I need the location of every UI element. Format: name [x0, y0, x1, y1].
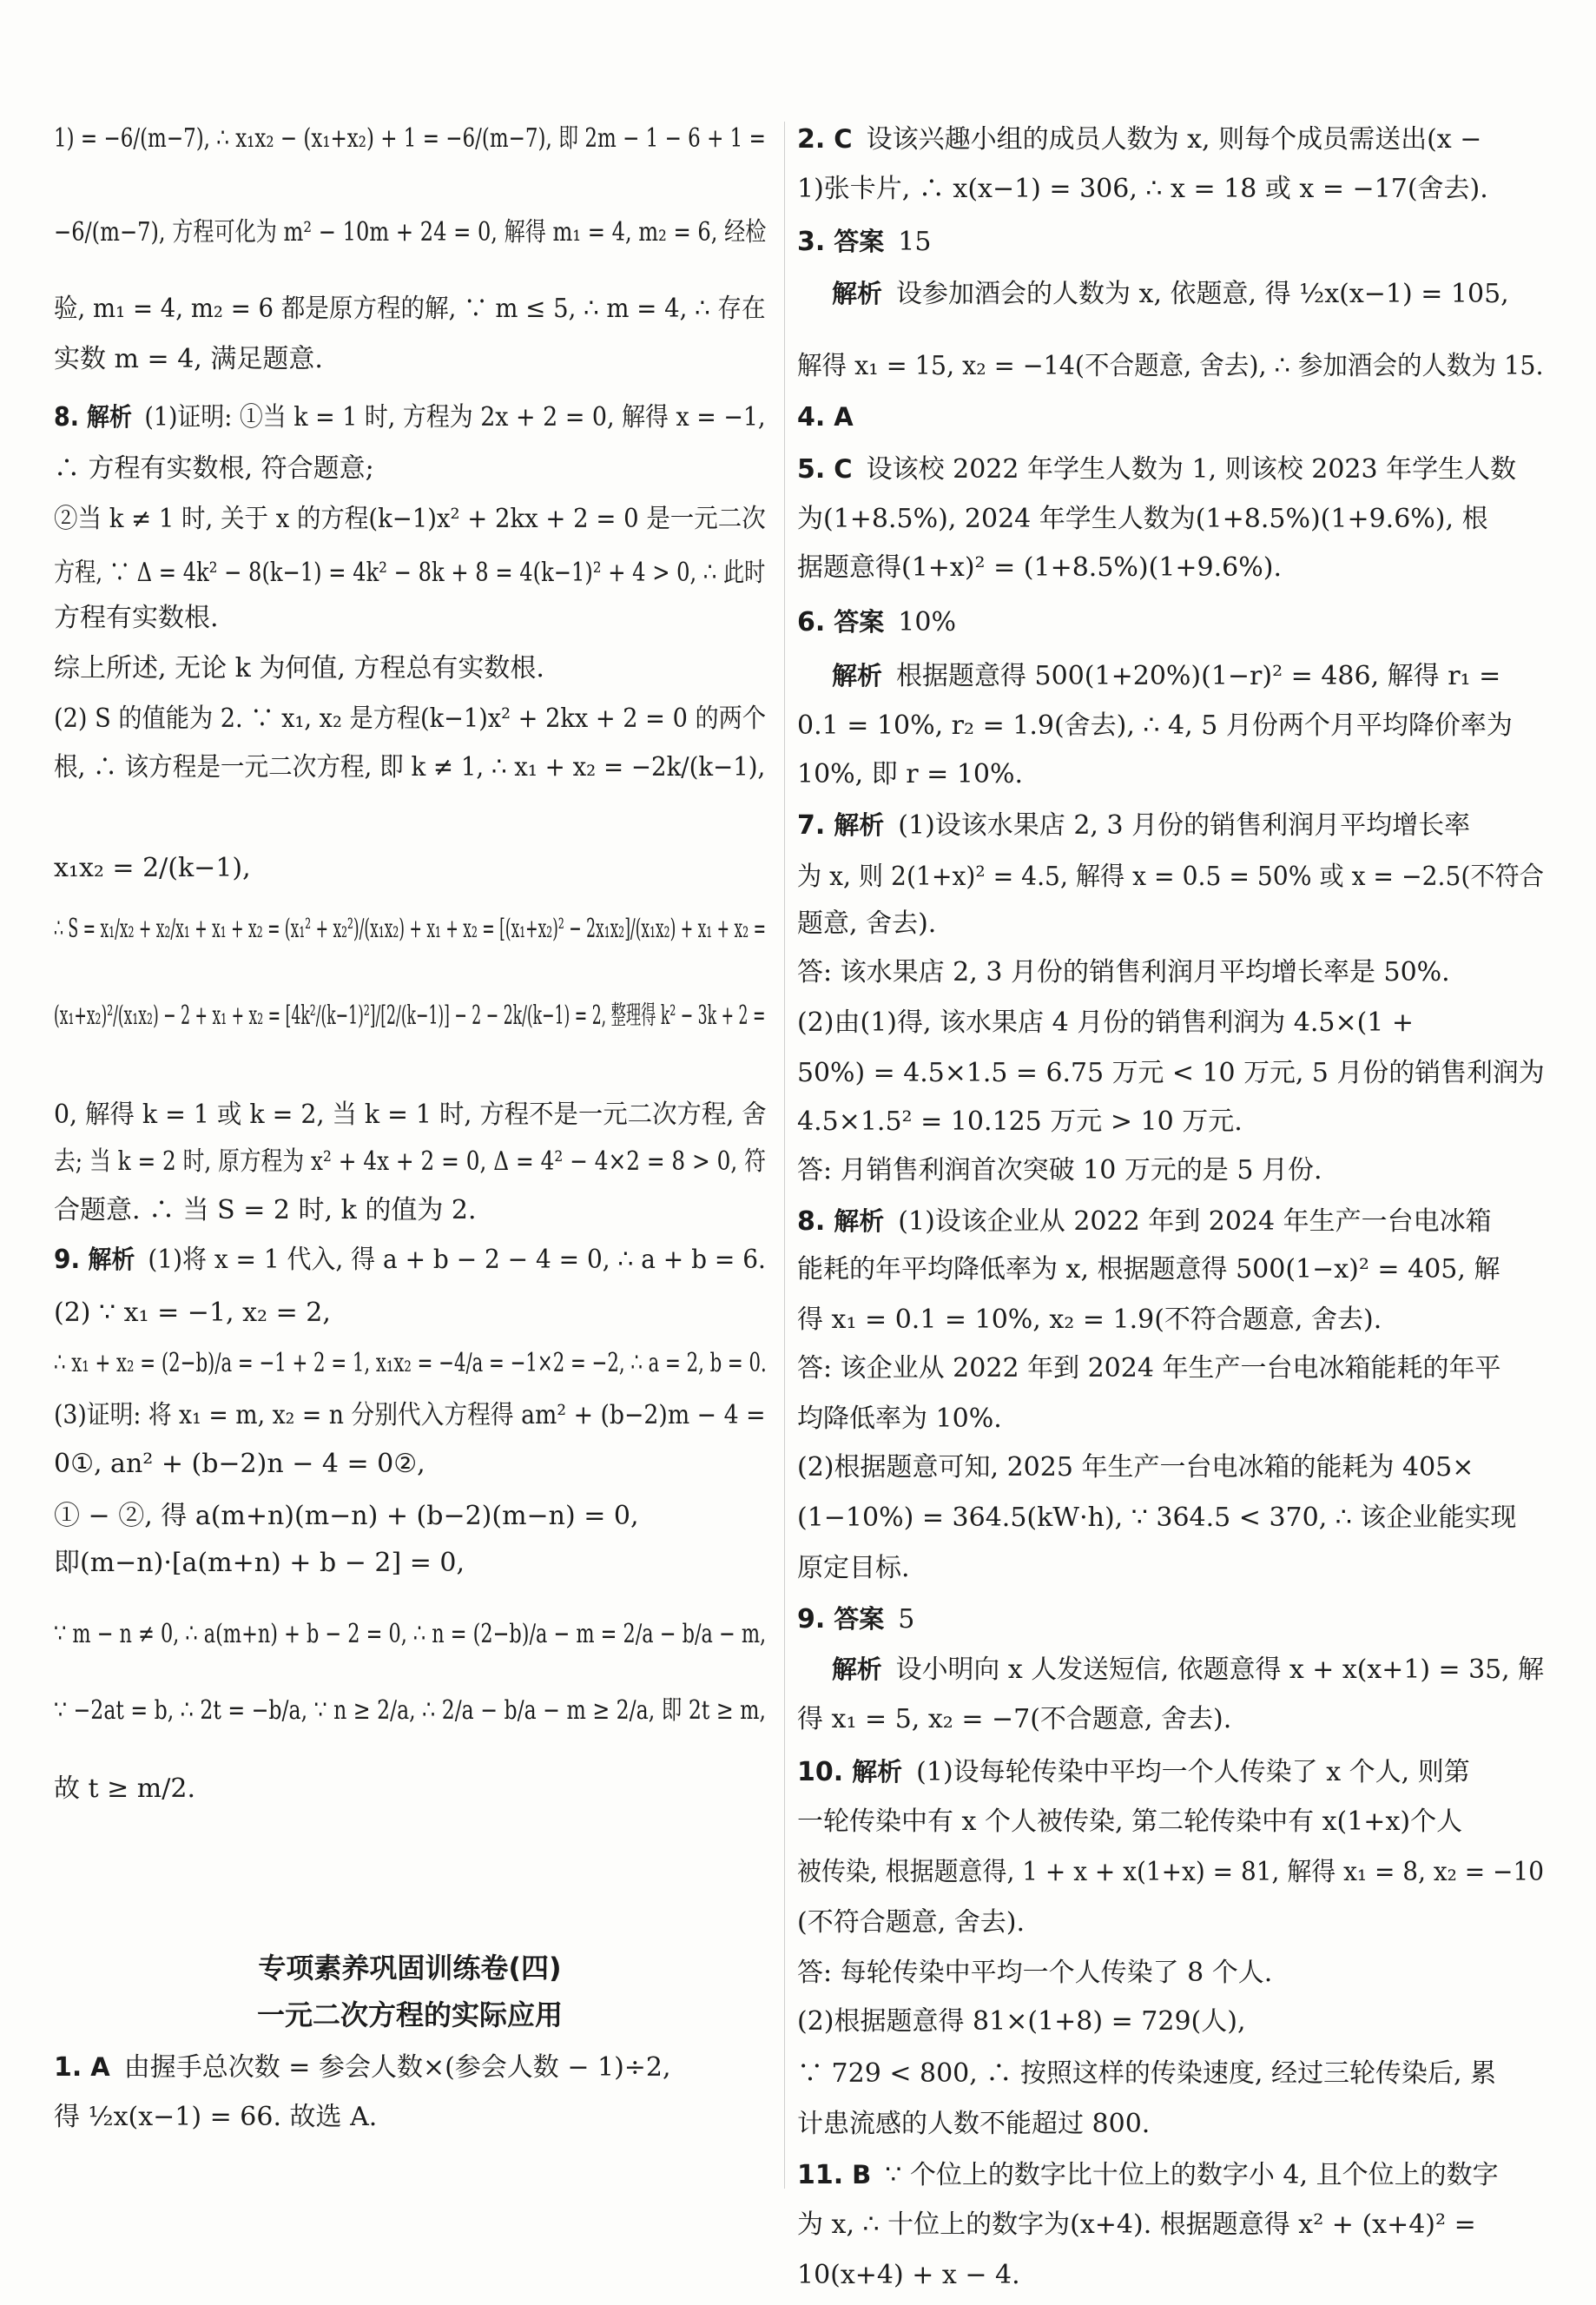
- text-line: [54, 1617, 766, 1652]
- text-line: [54, 1193, 476, 1228]
- line-text: (1)设该企业从 2022 年到 2024 年生产一台电冰箱: [898, 1206, 1492, 1237]
- line-text: 被传染, 根据题意得, 1 + x + x(1+x) = 81, 解得 x₁ = 8, x₂ = −10: [797, 1857, 1545, 1887]
- line-text: 方程, ∵ Δ = 4k² − 8(k−1) = 4k² − 8k + 8 = 4(k−1)² + 4 > 0, ∴ 此时: [54, 558, 766, 588]
- line-text: 实数 m = 4, 满足题意.: [54, 344, 323, 374]
- text-line: [797, 757, 1023, 792]
- text-line: [54, 1546, 465, 1581]
- text-line: [797, 1855, 1544, 1890]
- answer-keyword: A: [90, 2052, 110, 2082]
- text-line: [797, 349, 1544, 384]
- text-line: [797, 1501, 1516, 1536]
- line-text: 设该兴趣小组的成员人数为 x, 则每个成员需送出(x −: [866, 124, 1482, 155]
- text-line: [54, 1346, 767, 1381]
- text-line: [797, 122, 1481, 157]
- question-number: 11.: [797, 2160, 844, 2190]
- text-line: [797, 276, 1509, 312]
- answer-keyword: 解析: [834, 1206, 885, 1236]
- text-line: [54, 1499, 639, 1534]
- text-line: [54, 342, 323, 377]
- text-line: [54, 1398, 765, 1433]
- line-text: ① − ②, 得 a(m+n)(m−n) + (b−2)(m−n) = 0,: [54, 1501, 639, 1531]
- line-text: 为(1+8.5%), 2024 年学生人数为(1+8.5%)(1+9.6%), 根: [797, 504, 1488, 534]
- line-text: 答: 该水果店 2, 3 月份的销售利润月平均增长率是 50%.: [797, 957, 1450, 987]
- text-line: [797, 2057, 1496, 2091]
- line-text: 0①, an² + (b−2)n − 4 = 0②,: [54, 1449, 425, 1479]
- line-text: 综上所述, 无论 k 为何值, 方程总有实数根.: [54, 653, 544, 684]
- section-title: 专项素养巩固训练卷(四): [258, 1952, 562, 1985]
- question-number: 8.: [797, 1206, 826, 1237]
- text-line: [797, 1956, 1272, 1991]
- text-line: [797, 1754, 1470, 1790]
- text-line: [797, 1702, 1231, 1737]
- line-text: 方程有实数根.: [54, 603, 219, 633]
- line-text: 均降低率为 10%.: [797, 1403, 1002, 1434]
- text-line: [797, 1450, 1474, 1485]
- line-text: 由握手总次数 = 参会人数×(参会人数 − 1)÷2,: [123, 2052, 671, 2083]
- line-text: 10(x+4) + x − 4.: [797, 2260, 1020, 2290]
- text-line: [797, 1303, 1382, 1337]
- answer-keyword: C: [834, 454, 853, 484]
- line-text: 答: 每轮传染中平均一个人传染了 8 个人.: [797, 1958, 1273, 1988]
- answer-keyword: 答案: [834, 607, 885, 637]
- line-text: 10%, 即 r = 10%.: [797, 759, 1024, 789]
- question-number: 9.: [797, 1604, 826, 1635]
- answer-keyword: 解析: [88, 1245, 135, 1274]
- text-line: [797, 1056, 1545, 1091]
- question-number: 2.: [797, 124, 826, 155]
- line-text: 0, 解得 k = 1 或 k = 2, 当 k = 1 时, 方程不是一元二次方程, 舍: [54, 1100, 767, 1130]
- line-text: (1)证明: ①当 k = 1 时, 方程为 2x + 2 = 0, 解得 x = −1,: [144, 402, 766, 433]
- question-number: 7.: [797, 810, 826, 841]
- column-divider: [784, 122, 785, 2189]
- answer-keyword: 解析: [852, 1757, 903, 1787]
- line-text: 根据题意得 500(1+20%)(1−r)² = 486, 解得 r₁ =: [896, 661, 1501, 691]
- text-line: [797, 2258, 1020, 2293]
- line-text: (2) S 的值能为 2. ∵ x₁, x₂ 是方程(k−1)x² + 2kx + 2 = 0 的两个: [54, 703, 767, 734]
- line-text: 即(m−n)·[a(m+n) + b − 2] = 0,: [54, 1548, 465, 1578]
- question-number: 4.: [797, 402, 826, 433]
- text-line: [54, 452, 374, 486]
- line-text: (不符合题意, 舍去).: [797, 1907, 1026, 1938]
- text-line: [54, 601, 219, 636]
- answer-keyword: 答案: [834, 227, 885, 256]
- line-text: (2)由(1)得, 该水果店 4 月份的销售利润为 4.5×(1 +: [797, 1007, 1415, 1038]
- text-line: [797, 2004, 1245, 2039]
- text-line: [54, 1242, 766, 1278]
- text-line: [54, 556, 765, 591]
- line-text: 答: 该企业从 2022 年到 2024 年生产一台电冰箱能耗的年平: [797, 1353, 1501, 1384]
- line-text: ∴ 方程有实数根, 符合题意;: [54, 453, 374, 484]
- line-text: 15: [898, 227, 932, 257]
- text-line: [797, 224, 931, 260]
- line-text: 设该校 2022 年学生人数为 1, 则该校 2023 年学生人数: [866, 454, 1517, 485]
- text-line: [797, 172, 1488, 207]
- line-text: 据题意得(1+x)² = (1+8.5%)(1+9.6%).: [797, 552, 1283, 583]
- question-number: 10.: [797, 1757, 844, 1787]
- text-line: [797, 1105, 1243, 1139]
- line-text: 题意, 舍去).: [797, 908, 937, 939]
- line-text: x₁x₂ = 2/(k−1),: [54, 853, 251, 883]
- text-line: [54, 292, 766, 327]
- text-line: [797, 604, 956, 640]
- text-line: [797, 2157, 1499, 2193]
- line-text: (1)将 x = 1 代入, 得 a + b − 2 − 4 = 0, ∴ a + b = 6.: [148, 1245, 766, 1275]
- text-line: [54, 702, 766, 736]
- text-line: [797, 808, 1470, 843]
- text-line: [797, 551, 1282, 585]
- line-text: 解得 x₁ = 15, x₂ = −14(不合题意, 舍去), ∴ 参加酒会的人数为 15.: [797, 351, 1544, 381]
- line-text: 设小明向 x 人发送短信, 依题意得 x + x(x+1) = 35, 解: [895, 1654, 1545, 1685]
- section-subtitle: 一元二次方程的实际应用: [256, 1998, 563, 2031]
- line-text: ∵ 个位上的数字比十位上的数字小 4, 且个位上的数字: [885, 2160, 1499, 2190]
- text-line: [797, 2107, 1150, 2142]
- line-text: ∴ S = x₁/x₂ + x₂/x₁ + x₁ + x₂ = (x₁² + x₂²)/(x₁x₂) + x₁ + x₂ = [(x₁+x₂)² − 2x₁x₂]/(x₁x₂) + x₁ + x₂ =: [54, 914, 766, 944]
- text-line: [797, 1252, 1500, 1287]
- question-number: 6.: [797, 607, 826, 637]
- text-line: [54, 502, 766, 537]
- line-text: 5: [898, 1604, 915, 1635]
- text-line: [54, 1694, 766, 1728]
- text-line: [797, 1006, 1414, 1040]
- line-text: 得 ½x(x−1) = 66. 故选 A.: [54, 2102, 378, 2132]
- line-text: (3)证明: 将 x₁ = m, x₂ = n 分别代入方程得 am² + (b−2)m − 4 =: [54, 1400, 766, 1430]
- line-text: (1)设该水果店 2, 3 月份的销售利润月平均增长率: [898, 810, 1471, 841]
- line-text: ②当 k ≠ 1 时, 关于 x 的方程(k−1)x² + 2kx + 2 = 0 是一元二次: [54, 504, 766, 534]
- line-text: 能耗的年平均降低率为 x, 根据题意得 500(1−x)² = 405, 解: [797, 1254, 1500, 1285]
- text-line: [797, 709, 1513, 743]
- line-text: (x₁+x₂)²/(x₁x₂) − 2 + x₁ + x₂ = [4k²/(k−1)²]/[2/(k−1)] − 2 − 2k/(k−1) = 2, 整理得 k² − 3k + 2 =: [54, 1001, 766, 1031]
- text-line: [797, 1402, 1002, 1436]
- question-number: 9.: [54, 1245, 81, 1275]
- line-text: 1)张卡片, ∴ x(x−1) = 306, ∴ x = 18 或 x = −17(舍去).: [797, 174, 1488, 204]
- text-line: [797, 1551, 910, 1586]
- line-text: 设参加酒会的人数为 x, 依题意, 得 ½x(x−1) = 105,: [896, 279, 1509, 309]
- text-line: [54, 122, 766, 156]
- text-line: [797, 955, 1450, 990]
- question-number: 8.: [54, 402, 79, 433]
- line-text: 得 x₁ = 5, x₂ = −7(不合题意, 舍去).: [797, 1704, 1232, 1734]
- text-line: [797, 1652, 1544, 1687]
- text-line: [54, 1447, 425, 1482]
- line-text: 计患流感的人数不能超过 800.: [797, 2109, 1151, 2139]
- answer-keyword: 解析: [832, 279, 883, 308]
- text-line: [797, 400, 867, 435]
- text-line: [54, 912, 766, 947]
- text-line: [54, 851, 251, 886]
- line-text: 0.1 = 10%, r₂ = 1.9(舍去), ∴ 4, 5 月份两个月平均降价率为: [797, 710, 1513, 741]
- text-line: [797, 907, 936, 941]
- line-text: 合题意. ∴ 当 S = 2 时, k 的值为 2.: [54, 1195, 477, 1225]
- line-text: 50%) = 4.5×1.5 = 6.75 万元 < 10 万元, 5 月份的销售利润为: [797, 1058, 1545, 1088]
- text-line: [797, 1805, 1462, 1839]
- line-text: ∵ m − n ≠ 0, ∴ a(m+n) + b − 2 = 0, ∴ n = (2−b)/a − m = 2/a − b/a − m,: [54, 1619, 767, 1649]
- line-text: (2)根据题意可知, 2025 年生产一台电冰箱的能耗为 405×: [797, 1452, 1474, 1483]
- answer-keyword: 解析: [86, 402, 132, 432]
- text-line: [54, 400, 766, 435]
- line-text: ∵ −2at = b, ∴ 2t = −b/a, ∵ n ≥ 2/a, ∴ 2/a − b/a − m ≥ 2/a, 即 2t ≥ m,: [54, 1695, 767, 1726]
- line-text: 验, m₁ = 4, m₂ = 6 都是原方程的解, ∵ m ≤ 5, ∴ m = 4, ∴ 存在: [54, 294, 766, 324]
- text-line: [54, 651, 544, 686]
- line-text: (1)设每轮传染中平均一个人传染了 x 个人, 则第: [916, 1757, 1470, 1787]
- line-text: 得 x₁ = 0.1 = 10%, x₂ = 1.9(不符合题意, 舍去).: [797, 1304, 1382, 1335]
- line-text: 1) = −6/(m−7), ∴ x₁x₂ − (x₁+x₂) + 1 = −6/(m−7), 即 2m − 1 − 6 + 1 =: [54, 123, 766, 154]
- text-line: [797, 1204, 1492, 1239]
- text-line: [797, 452, 1516, 487]
- answer-keyword: 解析: [832, 661, 883, 690]
- line-text: (1−10%) = 364.5(kW·h), ∵ 364.5 < 370, ∴ 该企业能实现: [797, 1503, 1517, 1533]
- text-line: [797, 1602, 914, 1637]
- line-text: 4.5×1.5² = 10.125 万元 > 10 万元.: [797, 1106, 1243, 1137]
- text-line: [797, 658, 1500, 694]
- text-line: [54, 1098, 767, 1133]
- line-text: −6/(m−7), 方程可化为 m² − 10m + 24 = 0, 解得 m₁ = 4, m₂ = 6, 经检: [54, 217, 767, 248]
- text-line: [797, 1905, 1025, 1940]
- line-text: (2) ∵ x₁ = −1, x₂ = 2,: [54, 1298, 331, 1328]
- text-line: [54, 1296, 331, 1331]
- line-text: 故 t ≥ m/2.: [54, 1773, 195, 1804]
- text-line: [54, 1145, 766, 1179]
- answer-keyword: C: [834, 124, 853, 154]
- line-text: 为 x, ∴ 十位上的数字为(x+4). 根据题意得 x² + (x+4)² =: [797, 2209, 1476, 2240]
- answer-keyword: A: [834, 402, 854, 432]
- text-line: [797, 2208, 1476, 2242]
- line-text: ∵ 729 < 800, ∴ 按照这样的传染速度, 经过三轮传染后, 累: [797, 2058, 1497, 2089]
- text-line: [54, 750, 765, 785]
- text-line: [797, 860, 1544, 895]
- text-line: [797, 502, 1488, 537]
- line-text: 10%: [898, 607, 956, 637]
- text-line: [54, 1772, 195, 1806]
- answer-keyword: B: [852, 2160, 872, 2189]
- question-number: 3.: [797, 227, 826, 257]
- text-line: [54, 2050, 671, 2085]
- line-text: 一轮传染中有 x 个人被传染, 第二轮传染中有 x(1+x)个人: [797, 1806, 1463, 1837]
- line-text: 原定目标.: [797, 1553, 910, 1583]
- line-text: 答: 月销售利润首次突破 10 万元的是 5 月份.: [797, 1155, 1322, 1186]
- line-text: 去; 当 k = 2 时, 原方程为 x² + 4x + 2 = 0, Δ = 4² − 4×2 = 8 > 0, 符: [54, 1146, 766, 1177]
- answer-keyword: 解析: [834, 810, 885, 840]
- answer-keyword: 答案: [834, 1604, 885, 1634]
- question-number: 5.: [797, 454, 826, 485]
- line-text: 根, ∴ 该方程是一元二次方程, 即 k ≠ 1, ∴ x₁ + x₂ = −2k/(k−1),: [54, 752, 766, 783]
- text-line: [54, 215, 766, 250]
- text-line: [797, 1351, 1500, 1386]
- text-line: [54, 999, 765, 1034]
- answer-keyword: 解析: [831, 1654, 882, 1684]
- text-line: [797, 1153, 1322, 1188]
- line-text: 为 x, 则 2(1+x)² = 4.5, 解得 x = 0.5 = 50% 或 x = −2.5(不符合: [797, 862, 1544, 892]
- text-line: [54, 2100, 377, 2135]
- line-text: ∴ x₁ + x₂ = (2−b)/a = −1 + 2 = 1, x₁x₂ = −4/a = −1×2 = −2, ∴ a = 2, b = 0.: [54, 1348, 767, 1378]
- question-number: 1.: [54, 2052, 82, 2083]
- line-text: (2)根据题意得 81×(1+8) = 729(人),: [797, 2006, 1246, 2037]
